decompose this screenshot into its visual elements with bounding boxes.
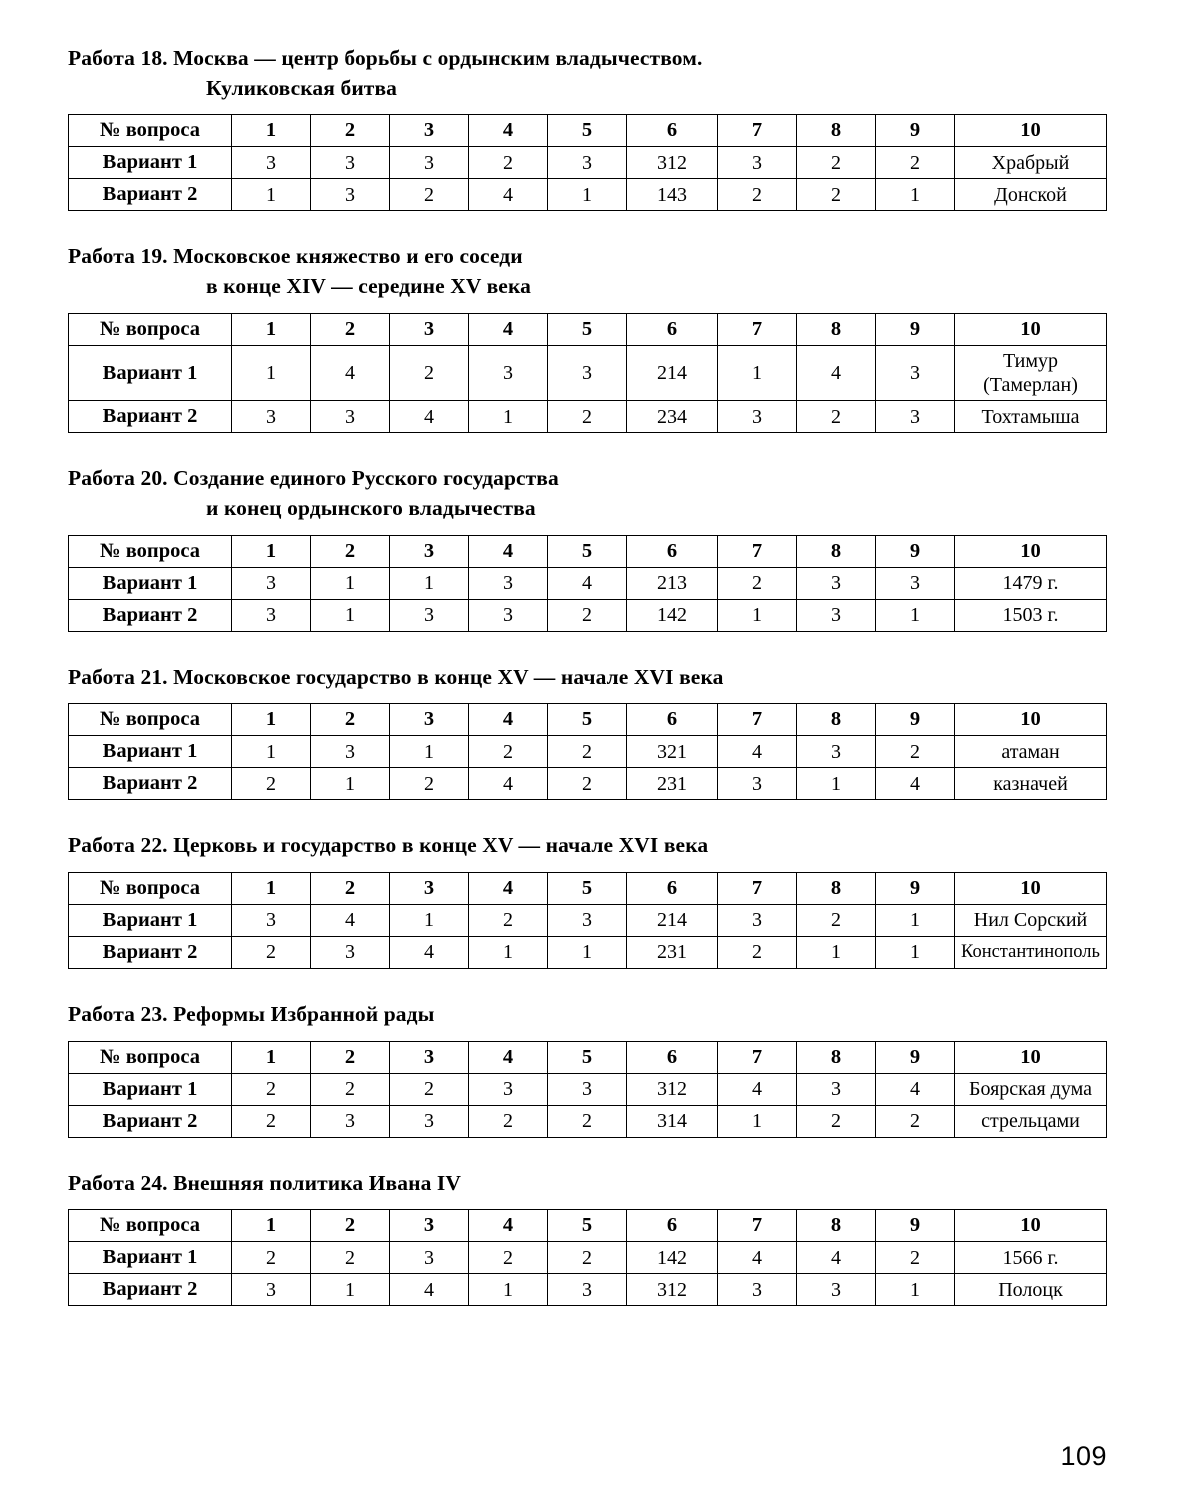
cell: 214: [627, 345, 718, 401]
variant2-label: Вариант 2: [69, 599, 232, 631]
cell: 312: [627, 1274, 718, 1306]
header-col-6: 6: [627, 873, 718, 905]
cell: 3: [390, 599, 469, 631]
cell: 3: [311, 937, 390, 969]
cell: 3: [876, 401, 955, 433]
header-col-7: 7: [718, 313, 797, 345]
header-question-label: № вопроса: [69, 313, 232, 345]
answer-table-24: [68, 1209, 1107, 1306]
header-col-8: 8: [797, 535, 876, 567]
header-col-3: 3: [390, 313, 469, 345]
work-title-23: [68, 1000, 1111, 1030]
cell: 3: [876, 567, 955, 599]
cell: 1: [718, 1105, 797, 1137]
cell: 3: [469, 1073, 548, 1105]
cell: 4: [718, 1073, 797, 1105]
work-title-24-line1: Работа 24. Внешняя политика Ивана IV: [68, 1170, 461, 1195]
cell: 1: [311, 1274, 390, 1306]
cell: 213: [627, 567, 718, 599]
work-block-18: [68, 44, 1111, 211]
header-col-7: 7: [718, 115, 797, 147]
cell: Константинополь: [955, 937, 1107, 969]
header-col-10: 10: [955, 535, 1107, 567]
header-col-1: 1: [232, 1210, 311, 1242]
variant1-label: Вариант 1: [69, 567, 232, 599]
cell: атаман: [955, 736, 1107, 768]
header-col-1: 1: [232, 704, 311, 736]
variant2-label: Вариант 2: [69, 1105, 232, 1137]
cell: 4: [311, 905, 390, 937]
cell: 1: [797, 937, 876, 969]
header-col-9: 9: [876, 1041, 955, 1073]
cell: 4: [718, 736, 797, 768]
table-row: [69, 345, 1107, 401]
table-header-row: [69, 1041, 1107, 1073]
cell: 3: [232, 147, 311, 179]
cell: Боярская дума: [955, 1073, 1107, 1105]
cell: 1: [876, 905, 955, 937]
header-col-1: 1: [232, 115, 311, 147]
work-title-21: [68, 663, 1111, 693]
cell: 1503 г.: [955, 599, 1107, 631]
table-row: [69, 1242, 1107, 1274]
header-col-7: 7: [718, 535, 797, 567]
header-col-2: 2: [311, 115, 390, 147]
header-col-2: 2: [311, 535, 390, 567]
cell: 314: [627, 1105, 718, 1137]
cell: 3: [390, 1105, 469, 1137]
cell: 3: [469, 567, 548, 599]
variant1-label: Вариант 1: [69, 147, 232, 179]
cell: 2: [797, 905, 876, 937]
cell: 3: [718, 401, 797, 433]
work-title-23-line1: Работа 23. Реформы Избранной рады: [68, 1002, 435, 1027]
header-col-10: 10: [955, 704, 1107, 736]
variant2-label: Вариант 2: [69, 1274, 232, 1306]
cell: 2: [797, 179, 876, 211]
header-col-3: 3: [390, 535, 469, 567]
cell: 142: [627, 1242, 718, 1274]
header-col-6: 6: [627, 1210, 718, 1242]
table-header-row: [69, 873, 1107, 905]
work-title-19: [68, 242, 1111, 301]
header-col-5: 5: [548, 535, 627, 567]
work-title-18-line2: Куликовская битва: [206, 75, 398, 100]
cell: 1: [390, 736, 469, 768]
header-col-3: 3: [390, 873, 469, 905]
cell: 4: [390, 937, 469, 969]
header-col-1: 1: [232, 1041, 311, 1073]
header-col-9: 9: [876, 704, 955, 736]
work-block-20: [68, 464, 1111, 631]
header-col-9: 9: [876, 1210, 955, 1242]
cell: 2: [876, 1105, 955, 1137]
variant1-label: Вариант 1: [69, 1242, 232, 1274]
header-col-10: 10: [955, 873, 1107, 905]
cell: 1: [311, 567, 390, 599]
header-col-6: 6: [627, 704, 718, 736]
variant1-label: Вариант 1: [69, 1073, 232, 1105]
cell: 4: [548, 567, 627, 599]
variant1-label: Вариант 1: [69, 905, 232, 937]
cell: 1: [876, 1274, 955, 1306]
cell: 4: [718, 1242, 797, 1274]
cell: 1: [876, 179, 955, 211]
cell: 3: [548, 905, 627, 937]
cell: 3: [797, 599, 876, 631]
table-row: [69, 905, 1107, 937]
header-question-label: № вопроса: [69, 1041, 232, 1073]
cell: 3: [718, 147, 797, 179]
variant1-label: Вариант 1: [69, 736, 232, 768]
work-title-22-line1: Работа 22. Церковь и государство в конце XV — начале XVI века: [68, 833, 709, 858]
header-col-2: 2: [311, 704, 390, 736]
answer-table-21: [68, 703, 1107, 800]
header-col-8: 8: [797, 704, 876, 736]
answer-table-18: [68, 114, 1107, 211]
table-row: [69, 599, 1107, 631]
cell: 3: [311, 401, 390, 433]
cell: Донской: [955, 179, 1107, 211]
cell: 3: [311, 179, 390, 211]
header-col-7: 7: [718, 873, 797, 905]
cell: 2: [469, 1105, 548, 1137]
cell: 2: [797, 147, 876, 179]
cell: 3: [311, 147, 390, 179]
cell: 4: [876, 768, 955, 800]
cell: 2: [718, 937, 797, 969]
header-col-6: 6: [627, 535, 718, 567]
table-row: [69, 1105, 1107, 1137]
cell: 2: [232, 1073, 311, 1105]
header-col-4: 4: [469, 704, 548, 736]
cell: 2: [390, 179, 469, 211]
cell: Храбрый: [955, 147, 1107, 179]
work-title-18: [68, 44, 1111, 103]
cell: 4: [390, 401, 469, 433]
work-block-21: [68, 663, 1111, 801]
table-row: [69, 179, 1107, 211]
cell: 1: [797, 768, 876, 800]
header-col-10: 10: [955, 115, 1107, 147]
header-col-2: 2: [311, 1210, 390, 1242]
table-row: [69, 1073, 1107, 1105]
answer-table-23: [68, 1041, 1107, 1138]
cell: 1: [876, 599, 955, 631]
cell: 1: [232, 736, 311, 768]
table-header-row: [69, 115, 1107, 147]
answer-table-22: [68, 872, 1107, 969]
cell: 3: [232, 401, 311, 433]
cell: 4: [876, 1073, 955, 1105]
cell: 1: [469, 401, 548, 433]
cell: 3: [390, 147, 469, 179]
cell: 3: [718, 905, 797, 937]
work-block-23: [68, 1000, 1111, 1138]
header-col-4: 4: [469, 313, 548, 345]
cell: 1: [390, 905, 469, 937]
table-row: [69, 147, 1107, 179]
work-title-19-line2: в конце XIV — середине XV века: [206, 273, 531, 298]
cell: 3: [390, 1242, 469, 1274]
header-col-2: 2: [311, 873, 390, 905]
header-col-5: 5: [548, 704, 627, 736]
answer-table-19: [68, 313, 1107, 434]
header-col-4: 4: [469, 1041, 548, 1073]
cell: 2: [876, 147, 955, 179]
header-col-3: 3: [390, 704, 469, 736]
header-col-4: 4: [469, 873, 548, 905]
cell: 2: [232, 1242, 311, 1274]
header-col-7: 7: [718, 704, 797, 736]
variant2-label: Вариант 2: [69, 401, 232, 433]
table-row: [69, 937, 1107, 969]
table-row: [69, 1274, 1107, 1306]
cell: 1: [718, 345, 797, 401]
cell: 1: [876, 937, 955, 969]
work-title-20-line2: и конец ордынского владычества: [206, 496, 536, 521]
header-col-5: 5: [548, 115, 627, 147]
cell: 3: [232, 599, 311, 631]
header-question-label: № вопроса: [69, 704, 232, 736]
variant2-label: Вариант 2: [69, 768, 232, 800]
table-row: [69, 736, 1107, 768]
cell: 3: [232, 905, 311, 937]
header-col-5: 5: [548, 1041, 627, 1073]
table-row: [69, 567, 1107, 599]
header-col-8: 8: [797, 313, 876, 345]
cell: 4: [797, 345, 876, 401]
header-col-1: 1: [232, 535, 311, 567]
header-question-label: № вопроса: [69, 115, 232, 147]
cell: 1: [548, 937, 627, 969]
header-col-6: 6: [627, 115, 718, 147]
table-header-row: [69, 535, 1107, 567]
cell: 312: [627, 147, 718, 179]
cell: 142: [627, 599, 718, 631]
cell: Тимур (Тамерлан): [955, 345, 1107, 401]
header-col-9: 9: [876, 535, 955, 567]
cell: 214: [627, 905, 718, 937]
header-col-4: 4: [469, 1210, 548, 1242]
cell: Полоцк: [955, 1274, 1107, 1306]
cell: 2: [469, 736, 548, 768]
cell: 2: [548, 401, 627, 433]
variant2-label: Вариант 2: [69, 937, 232, 969]
cell: 3: [232, 567, 311, 599]
header-col-10: 10: [955, 313, 1107, 345]
work-title-21-line1: Работа 21. Московское государство в конце XV — начале XVI века: [68, 664, 724, 689]
cell: 2: [390, 1073, 469, 1105]
cell: 2: [797, 401, 876, 433]
cell: 4: [469, 179, 548, 211]
work-block-22: [68, 831, 1111, 969]
cell: 312: [627, 1073, 718, 1105]
work-title-20-line1: Работа 20. Создание единого Русского государства: [68, 466, 559, 491]
cell: 231: [627, 768, 718, 800]
cell: 4: [469, 768, 548, 800]
cell: 3: [232, 1274, 311, 1306]
cell: 4: [797, 1242, 876, 1274]
cell: 3: [797, 567, 876, 599]
cell: 2: [390, 768, 469, 800]
cell: 1: [469, 1274, 548, 1306]
cell: 2: [797, 1105, 876, 1137]
header-col-5: 5: [548, 1210, 627, 1242]
cell: 2: [548, 736, 627, 768]
cell: 3: [311, 736, 390, 768]
work-title-19-line1: Работа 19. Московское княжество и его соседи: [68, 244, 523, 269]
cell: 3: [548, 1274, 627, 1306]
cell: 2: [232, 1105, 311, 1137]
cell: 1: [311, 768, 390, 800]
cell: 2: [390, 345, 469, 401]
cell: 1: [390, 567, 469, 599]
cell: 2: [311, 1242, 390, 1274]
cell: 2: [548, 768, 627, 800]
cell: 1: [548, 179, 627, 211]
header-col-2: 2: [311, 313, 390, 345]
header-col-2: 2: [311, 1041, 390, 1073]
work-title-24: [68, 1169, 1111, 1199]
cell: 1: [469, 937, 548, 969]
cell: 3: [797, 736, 876, 768]
answer-table-20: [68, 535, 1107, 632]
work-block-24: [68, 1169, 1111, 1307]
table-row: [69, 401, 1107, 433]
header-col-1: 1: [232, 313, 311, 345]
cell: 2: [548, 1242, 627, 1274]
cell: 1566 г.: [955, 1242, 1107, 1274]
cell: 1: [232, 179, 311, 211]
work-block-19: [68, 242, 1111, 433]
header-col-3: 3: [390, 1041, 469, 1073]
cell: 2: [232, 937, 311, 969]
header-col-4: 4: [469, 535, 548, 567]
header-question-label: № вопроса: [69, 535, 232, 567]
cell: 2: [311, 1073, 390, 1105]
cell: Нил Сорский: [955, 905, 1107, 937]
cell: 3: [548, 147, 627, 179]
cell: 1: [718, 599, 797, 631]
header-col-4: 4: [469, 115, 548, 147]
header-question-label: № вопроса: [69, 873, 232, 905]
cell: 2: [232, 768, 311, 800]
header-col-8: 8: [797, 1210, 876, 1242]
header-col-5: 5: [548, 873, 627, 905]
cell: 2: [548, 1105, 627, 1137]
cell: 2: [876, 736, 955, 768]
header-question-label: № вопроса: [69, 1210, 232, 1242]
cell: 234: [627, 401, 718, 433]
cell: 3: [876, 345, 955, 401]
cell: 143: [627, 179, 718, 211]
cell: 2: [548, 599, 627, 631]
header-col-9: 9: [876, 313, 955, 345]
cell: 231: [627, 937, 718, 969]
header-col-9: 9: [876, 115, 955, 147]
cell: 1: [311, 599, 390, 631]
cell: 1479 г.: [955, 567, 1107, 599]
table-header-row: [69, 1210, 1107, 1242]
header-col-10: 10: [955, 1041, 1107, 1073]
cell: 1: [232, 345, 311, 401]
variant1-label: Вариант 1: [69, 345, 232, 401]
header-col-3: 3: [390, 115, 469, 147]
cell: 2: [469, 147, 548, 179]
work-title-22: [68, 831, 1111, 861]
variant2-label: Вариант 2: [69, 179, 232, 211]
header-col-8: 8: [797, 1041, 876, 1073]
cell: 321: [627, 736, 718, 768]
page-number: 109: [1060, 1441, 1107, 1471]
cell: 4: [311, 345, 390, 401]
header-col-9: 9: [876, 873, 955, 905]
header-col-7: 7: [718, 1041, 797, 1073]
header-col-8: 8: [797, 115, 876, 147]
cell: 3: [718, 1274, 797, 1306]
header-col-6: 6: [627, 313, 718, 345]
cell: 2: [469, 905, 548, 937]
header-col-5: 5: [548, 313, 627, 345]
cell: стрельцами: [955, 1105, 1107, 1137]
cell: 3: [797, 1274, 876, 1306]
cell: 2: [718, 567, 797, 599]
cell: Тохтамыша: [955, 401, 1107, 433]
cell: казначей: [955, 768, 1107, 800]
cell: 2: [469, 1242, 548, 1274]
table-header-row: [69, 313, 1107, 345]
header-col-6: 6: [627, 1041, 718, 1073]
header-col-10: 10: [955, 1210, 1107, 1242]
table-header-row: [69, 704, 1107, 736]
cell: 3: [797, 1073, 876, 1105]
cell: 4: [390, 1274, 469, 1306]
header-col-7: 7: [718, 1210, 797, 1242]
cell: 3: [548, 345, 627, 401]
cell: 3: [548, 1073, 627, 1105]
work-title-18-line1: Работа 18. Москва — центр борьбы с ордынским владычеством.: [68, 46, 703, 70]
cell: 3: [311, 1105, 390, 1137]
header-col-1: 1: [232, 873, 311, 905]
header-col-3: 3: [390, 1210, 469, 1242]
cell: 3: [469, 599, 548, 631]
work-title-20: [68, 464, 1111, 523]
cell: 3: [469, 345, 548, 401]
table-row: [69, 768, 1107, 800]
header-col-8: 8: [797, 873, 876, 905]
cell: 2: [876, 1242, 955, 1274]
cell: 2: [718, 179, 797, 211]
cell: 3: [718, 768, 797, 800]
